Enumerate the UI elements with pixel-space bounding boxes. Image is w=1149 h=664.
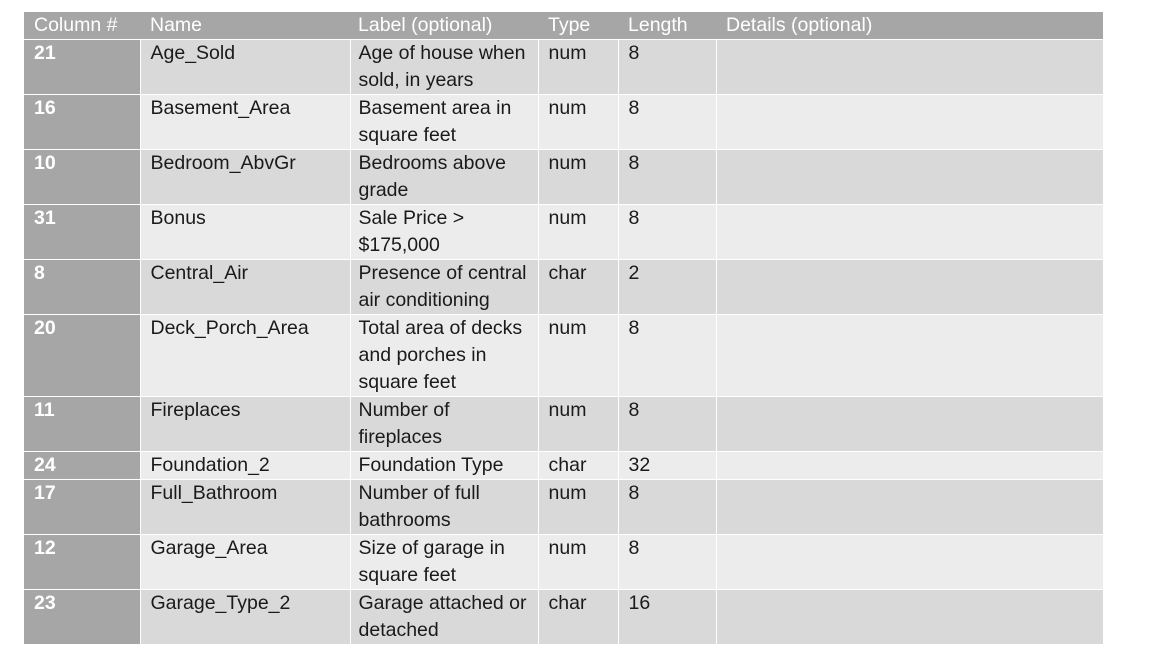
length-cell: 16 xyxy=(618,590,716,645)
length-cell: 32 xyxy=(618,452,716,480)
column-num-cell: 21 xyxy=(24,40,140,95)
label-cell: Presence of central air conditioning xyxy=(350,260,538,315)
type-cell: num xyxy=(538,397,618,452)
table-row xyxy=(24,315,1103,397)
name-cell: Central_Air xyxy=(140,260,350,315)
name-cell: Full_Bathroom xyxy=(140,480,350,535)
column-num-cell: 23 xyxy=(24,590,140,645)
length-cell: 8 xyxy=(618,150,716,205)
column-num-cell: 31 xyxy=(24,205,140,260)
type-cell: num xyxy=(538,535,618,590)
column-num-cell: 24 xyxy=(24,452,140,480)
contents-table xyxy=(24,12,1103,645)
type-cell: char xyxy=(538,590,618,645)
length-cell: 8 xyxy=(618,95,716,150)
length-cell: 8 xyxy=(618,480,716,535)
column-num-cell: 17 xyxy=(24,480,140,535)
details-cell xyxy=(716,205,1103,260)
label-cell: Age of house when sold, in years xyxy=(350,40,538,95)
type-cell: num xyxy=(538,315,618,397)
header-label: Label (optional) xyxy=(350,12,538,40)
name-cell: Deck_Porch_Area xyxy=(140,315,350,397)
label-cell: Garage attached or detached xyxy=(350,590,538,645)
column-num-cell: 11 xyxy=(24,397,140,452)
details-cell xyxy=(716,480,1103,535)
name-cell: Garage_Area xyxy=(140,535,350,590)
column-num-cell: 16 xyxy=(24,95,140,150)
label-cell: Number of full bathrooms xyxy=(350,480,538,535)
details-cell xyxy=(716,315,1103,397)
type-cell: num xyxy=(538,40,618,95)
table-row xyxy=(24,535,1103,590)
label-cell: Sale Price > $175,000 xyxy=(350,205,538,260)
name-cell: Bedroom_AbvGr xyxy=(140,150,350,205)
length-cell: 8 xyxy=(618,40,716,95)
type-cell: char xyxy=(538,260,618,315)
column-num-cell: 10 xyxy=(24,150,140,205)
header-row xyxy=(24,12,1103,40)
table-row xyxy=(24,452,1103,480)
name-cell: Foundation_2 xyxy=(140,452,350,480)
type-cell: num xyxy=(538,480,618,535)
header-name: Name xyxy=(140,12,350,40)
column-num-cell: 8 xyxy=(24,260,140,315)
name-cell: Garage_Type_2 xyxy=(140,590,350,645)
details-cell xyxy=(716,397,1103,452)
label-cell: Foundation Type xyxy=(350,452,538,480)
type-cell: num xyxy=(538,150,618,205)
table-row xyxy=(24,397,1103,452)
details-cell xyxy=(716,535,1103,590)
table-row xyxy=(24,260,1103,315)
type-cell: num xyxy=(538,95,618,150)
length-cell: 8 xyxy=(618,535,716,590)
label-cell: Bedrooms above grade xyxy=(350,150,538,205)
table-row xyxy=(24,590,1103,645)
name-cell: Bonus xyxy=(140,205,350,260)
length-cell: 8 xyxy=(618,397,716,452)
table-body xyxy=(24,40,1103,645)
header-type: Type xyxy=(538,12,618,40)
length-cell: 8 xyxy=(618,315,716,397)
label-cell: Size of garage in square feet xyxy=(350,535,538,590)
label-cell: Total area of decks and porches in square feet xyxy=(350,315,538,397)
table-row xyxy=(24,150,1103,205)
details-cell xyxy=(716,95,1103,150)
details-cell xyxy=(716,452,1103,480)
table-header xyxy=(24,12,1103,40)
type-cell: num xyxy=(538,205,618,260)
details-cell xyxy=(716,260,1103,315)
name-cell: Fireplaces xyxy=(140,397,350,452)
name-cell: Basement_Area xyxy=(140,95,350,150)
length-cell: 8 xyxy=(618,205,716,260)
details-cell xyxy=(716,40,1103,95)
details-cell xyxy=(716,150,1103,205)
details-cell xyxy=(716,590,1103,645)
table-row xyxy=(24,205,1103,260)
table-row xyxy=(24,480,1103,535)
label-cell: Number of fireplaces xyxy=(350,397,538,452)
header-column-num: Column # xyxy=(24,12,140,40)
name-cell: Age_Sold xyxy=(140,40,350,95)
column-num-cell: 12 xyxy=(24,535,140,590)
type-cell: char xyxy=(538,452,618,480)
label-cell: Basement area in square feet xyxy=(350,95,538,150)
length-cell: 2 xyxy=(618,260,716,315)
table-row xyxy=(24,95,1103,150)
table-row xyxy=(24,40,1103,95)
header-length: Length xyxy=(618,12,716,40)
column-num-cell: 20 xyxy=(24,315,140,397)
header-details: Details (optional) xyxy=(716,12,1103,40)
